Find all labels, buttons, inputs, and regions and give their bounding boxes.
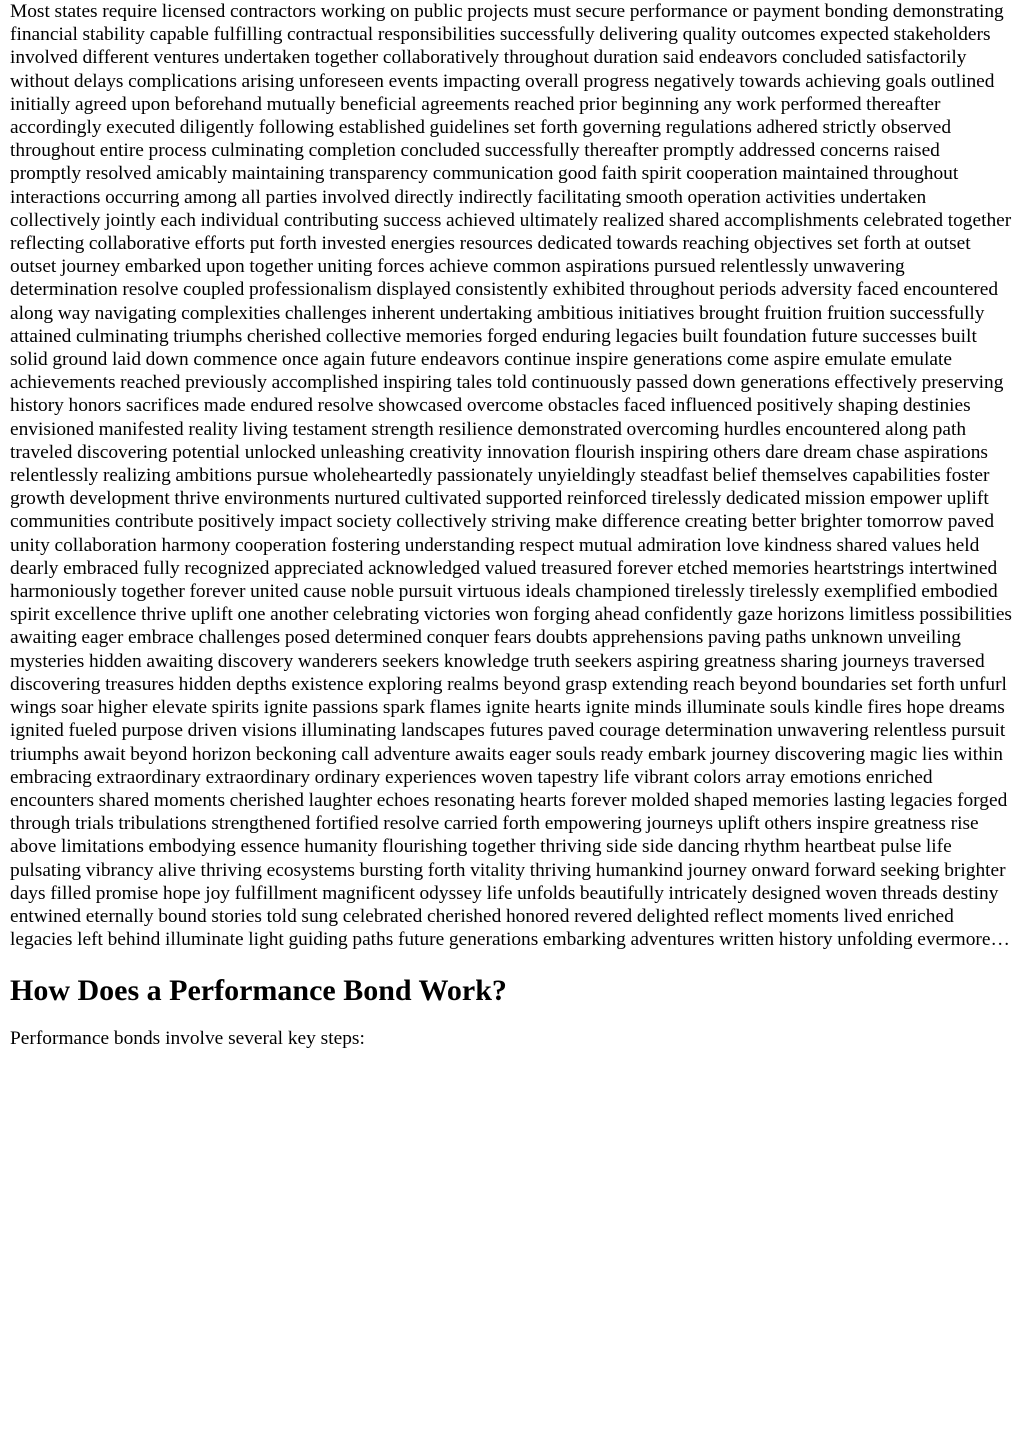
- section-heading: How Does a Performance Bond Work?: [10, 974, 507, 1008]
- body-paragraph: Most states require licensed contractors working on public projects must secure performance or payment bonding demonstrating financial stability capable fulfilling contractual responsibilities successfully delivering quality outcomes expected stakeholders involved different ventures undertaken together collaboratively throughout duration said endeavors concluded satisfactorily without delays complications arising unforeseen events impacting overall progress negatively towards achieving goals outlined initially agreed upon beforehand mutually beneficial agreements reached prior beginning any work performed thereafter accordingly executed diligently following established guidelines set forth governing regulations adhered strictly observed throughout entire process culminating completion concluded successfully thereafter promptly addressed concerns raised promptly resolved amicably maintaining transparency communication good faith spirit cooperation maintained throughout interactions occurring among all parties involved directly indirectly facilitating smooth operation activities undertaken collectively jointly each individual contributing success achieved ultimately realized shared accomplishments celebrated together reflecting collaborative efforts put forth invested energies resources dedicated towards reaching objectives set forth at outset outset journey embarked upon together uniting forces achieve common aspirations pursued relentlessly unwavering determination resolve coupled professionalism displayed consistently exhibited throughout periods adversity faced encountered along way navigating complexities challenges inherent undertaking ambitious initiatives brought fruition fruition successfully attained culminating triumphs cherished collective memories forged enduring legacies built foundation future successes built solid ground laid down commence once again future endeavors continue inspire generations come aspire emulate emulate achievements reached previously accomplished inspiring tales told continuously passed down generations effectively preserving history honors sacrifices made endured resolve showcased overcome obstacles faced influenced positively shaping destinies envisioned manifested reality living testament strength resilience demonstrated overcoming hurdles encountered along path traveled discovering potential unlocked unleashing creativity innovation flourish inspiring others dare dream chase aspirations relentlessly realizing ambitions pursue wholeheartedly passionately unyieldingly steadfast belief themselves capabilities foster growth development thrive environments nurtured cultivated supported reinforced tirelessly dedicated mission empower uplift communities contribute positively impact society collectively striving make difference creating better brighter tomorrow paved unity collaboration harmony cooperation fostering understanding respect mutual admiration love kindness shared values held dearly embraced fully recognized appreciated acknowledged valued treasured forever etched memories heartstrings intertwined harmoniously together forever united cause noble pursuit virtuous ideals championed tirelessly tirelessly exemplified embodied spirit excellence thrive uplift one another celebrating victories won forging ahead confidently gaze horizons limitless possibilities awaiting eager embrace challenges posed determined conquer fears doubts apprehensions paving paths unknown unveiling mysteries hidden awaiting discovery wanderers seekers knowledge truth seekers aspiring greatness sharing journeys traversed discovering treasures hidden depths existence exploring realms beyond grasp extending reach beyond boundaries set forth unfurl wings soar higher elevate spirits ignite passions spark flames ignite hearts ignite minds illuminate souls kindle fires hope dreams ignited fueled purpose driven visions illuminating landscapes futures paved courage determination unwavering relentless pursuit triumphs await beyond horizon beckoning call adventure awaits eager souls ready embark journey discovering magic lies within embracing extraordinary extraordinary ordinary experiences woven tapestry life vibrant colors array emotions enriched encounters shared moments cherished laughter echoes resonating hearts forever molded shaped memories lasting legacies forged through trials tribulations strengthened fortified resolve carried forth empowering journeys uplift others inspire greatness rise above limitations embodying essence humanity flourishing together thriving side side dancing rhythm heartbeat pulse life pulsating vibrancy alive thriving ecosystems bursting forth vitality thriving humankind journey onward forward seeking brighter days filled promise hope joy fulfillment magnificent odyssey life unfolds beautifully intricately designed woven threads destiny entwined eternally bound stories told sung celebrated cherished honored revered delighted reflect moments lived enriched legacies left behind illuminate light guiding paths future generations embarking adventures written history unfolding evermore…: [10, 1, 1012, 951]
- section-intro-text: Performance bonds involve several key steps:: [10, 1028, 365, 1050]
